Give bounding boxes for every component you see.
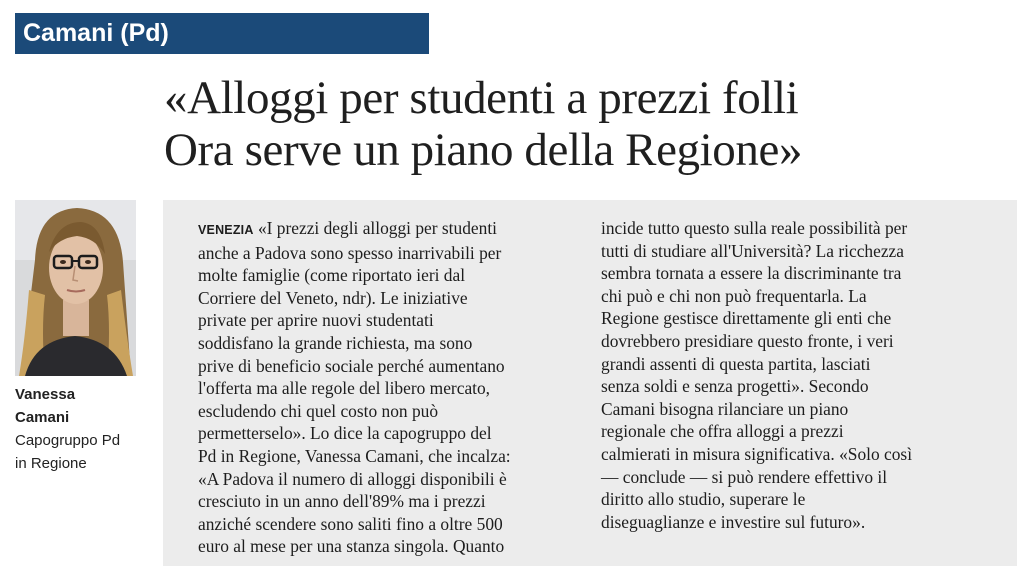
article-line — [601, 307, 912, 330]
portrait-illustration — [15, 200, 136, 376]
article-line — [601, 375, 912, 398]
article-line — [601, 420, 912, 443]
article-line-text: Pd in Regione, Vanessa Camani, che incalza: — [198, 445, 511, 466]
article-line — [198, 468, 511, 491]
article-line-text: private per aprire nuovi studentati — [198, 310, 434, 331]
article-line — [601, 488, 912, 511]
article-line-text: Camani bisogna rilanciare un piano — [601, 398, 849, 419]
article-line-text: — conclude — si può rendere effettivo il — [601, 466, 888, 487]
article-line-text: tutti di studiare all'Università? La ricchezza — [601, 240, 904, 261]
article-line-text: grandi assenti di questa partita, lasciati — [601, 353, 871, 374]
article-line — [601, 330, 912, 353]
article-line — [601, 443, 912, 466]
article-line-text: regionale che offra alloggi a prezzi — [601, 421, 844, 442]
article-line-text: chi può e chi non può frequentarla. La — [601, 285, 867, 306]
article-column-1 — [198, 217, 511, 558]
caption-name-line-2: Camani — [15, 409, 70, 426]
article-line — [601, 217, 912, 240]
article-line — [198, 490, 511, 513]
article-line-text: soddisfano la grande richiesta, ma sono — [198, 332, 473, 353]
headline-line-1: «Alloggi per studenti a prezzi folli — [164, 72, 799, 124]
article-line-text: calmierati in misura significativa. «Solo così — [601, 443, 913, 464]
photo-caption — [15, 383, 150, 475]
article-line-text: molte famiglie (come riportato ieri dal — [198, 265, 466, 286]
article-line-text: escludendo chi quel costo non può — [198, 400, 439, 421]
article-line-text: anche a Padova sono spesso inarrivabili per — [198, 242, 502, 263]
article-dateline: VENEZIA — [198, 223, 254, 237]
article-line-text: «A Padova il numero di alloggi disponibili è — [198, 468, 507, 489]
article-line-text: euro al mese per una stanza singola. Quanto — [198, 536, 505, 557]
article-line — [601, 262, 912, 285]
article-line — [198, 445, 511, 468]
article-line — [198, 264, 511, 287]
article-line-text: prive di beneficio sociale perché aumentano — [198, 355, 505, 376]
article-column-2 — [601, 217, 912, 533]
article-line-text: senza soldi e senza progetti». Secondo — [601, 376, 869, 397]
article-line-text: Regione gestisce direttamente gli enti che — [601, 308, 892, 329]
portrait-photo — [15, 200, 136, 376]
article-line — [601, 511, 912, 534]
article-line-text: Corriere del Veneto, ndr). Le iniziative — [198, 287, 468, 308]
article-line — [601, 240, 912, 263]
article-line — [198, 535, 511, 558]
article-line — [198, 332, 511, 355]
headline-line-2: Ora serve un piano della Regione» — [164, 124, 803, 176]
article-line — [198, 242, 511, 265]
article-line-text: l'offerta ma alle regole del libero mercato, — [198, 378, 491, 399]
article-line — [198, 513, 511, 536]
article-line-text: «I prezzi degli alloggi per studenti — [257, 218, 497, 238]
article-line — [601, 285, 912, 308]
article-body — [163, 200, 1017, 566]
article-line — [601, 398, 912, 421]
article-line — [198, 309, 511, 332]
article-line — [601, 353, 912, 376]
article-line — [198, 287, 511, 310]
article-line-text: dovrebbero presidiare questo fronte, i veri — [601, 330, 894, 351]
article-line-text: incide tutto questo sulla reale possibilità per — [601, 218, 908, 238]
caption-name-line-1: Vanessa — [15, 386, 76, 403]
article-line — [198, 422, 511, 445]
article-line — [198, 355, 511, 378]
headline — [164, 72, 1014, 176]
caption-role-line-2: in Regione — [15, 455, 87, 472]
article-line — [198, 217, 511, 242]
section-kicker: Camani (Pd) — [15, 13, 429, 54]
article-line-text: diseguaglianze e investire sul futuro». — [601, 511, 866, 532]
article-line-text: permetterselo». Lo dice la capogruppo del — [198, 423, 492, 444]
article-line — [601, 466, 912, 489]
article-line-text: cresciuto in un anno dell'89% ma i prezzi — [198, 491, 486, 512]
article-line-text: anziché scendere sono saliti fino a oltre 500 — [198, 513, 503, 534]
article-line-text: diritto allo studio, superare le — [601, 489, 806, 510]
caption-role-line-1: Capogruppo Pd — [15, 432, 121, 449]
article-line — [198, 377, 511, 400]
article-line-text: sembra tornata a essere la discriminante tra — [601, 263, 902, 284]
article-line — [198, 400, 511, 423]
